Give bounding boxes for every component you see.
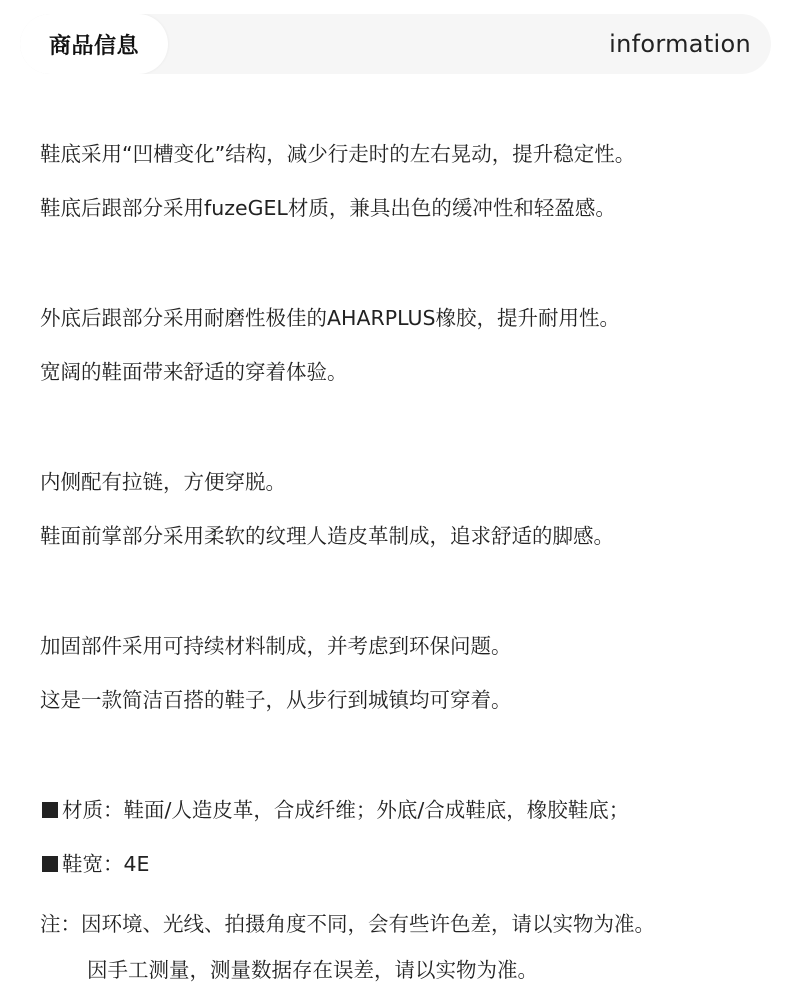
spec-list — [40, 796, 780, 878]
paragraph — [40, 140, 780, 222]
paragraph-line: 这是一款简洁百搭的鞋子，从步行到城镇均可穿着。 — [40, 688, 512, 712]
paragraph — [40, 468, 780, 550]
paragraph-line: 内侧配有拉链，方便穿脱。 — [40, 470, 286, 494]
paragraph-line: 外底后跟部分采用耐磨性极佳的AHARPLUS橡胶，提升耐用性。 — [40, 306, 620, 330]
spec-width — [40, 850, 780, 878]
spec-text: 材质：鞋面/人造皮革，合成纤维；外底/合成鞋底，橡胶鞋底； — [62, 798, 630, 822]
note-line: 因手工测量，测量数据存在误差，请以实物为准。 — [87, 958, 538, 982]
paragraph-line: 宽阔的鞋面带来舒适的穿着体验。 — [40, 360, 348, 384]
paragraph — [40, 632, 780, 714]
product-description — [40, 140, 780, 984]
spec-material — [40, 796, 780, 824]
section-title: 商品信息 — [20, 14, 168, 74]
spec-text: 鞋宽：4E — [62, 852, 150, 876]
paragraph-line: 鞋底采用“凹槽变化”结构，减少行走时的左右晃动，提升稳定性。 — [40, 142, 636, 166]
note — [40, 910, 780, 984]
note-line: 注：因环境、光线、拍摄角度不同，会有些许色差，请以实物为准。 — [40, 912, 655, 936]
black-square-icon — [42, 802, 58, 818]
paragraph — [40, 304, 780, 386]
paragraph-line: 鞋面前掌部分采用柔软的纹理人造皮革制成，追求舒适的脚感。 — [40, 524, 614, 548]
paragraph-line: 鞋底后跟部分采用fuzeGEL材质，兼具出色的缓冲性和轻盈感。 — [40, 196, 616, 220]
section-subtitle: information — [609, 30, 751, 58]
black-square-icon — [42, 856, 58, 872]
section-header — [20, 14, 771, 74]
paragraph-line: 加固部件采用可持续材料制成，并考虑到环保问题。 — [40, 634, 512, 658]
